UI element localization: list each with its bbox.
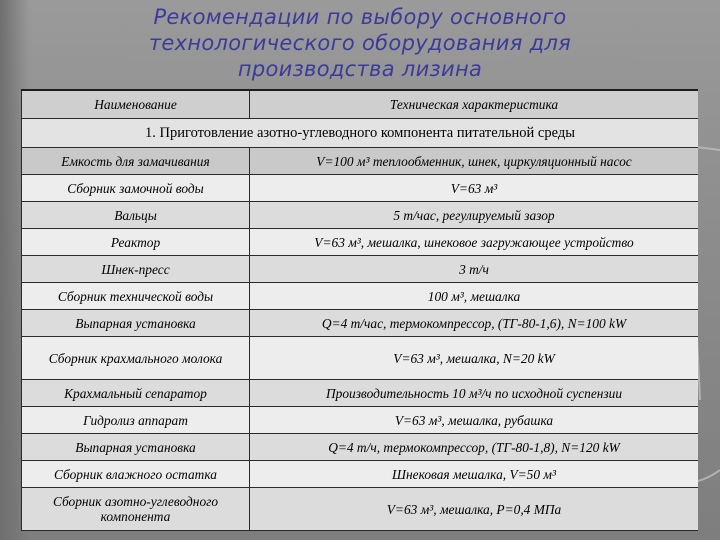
- table-row: [22, 202, 699, 229]
- equipment-spec: V=63 м³: [250, 175, 699, 202]
- equipment-spec: Q=4 т/ч, термокомпрессор, (ТГ-80-1,8), N=120 kW: [250, 434, 699, 461]
- equipment-spec: Шнековая мешалка, V=50 м³: [250, 461, 699, 488]
- header-spec: Техническая характеристика: [250, 90, 699, 119]
- equipment-name: Выпарная установка: [22, 310, 250, 337]
- title-line-2: технологического оборудования для: [148, 31, 572, 55]
- equipment-table: [21, 89, 698, 531]
- table-row: [22, 434, 699, 461]
- equipment-spec: V=63 м³, мешалка, N=20 kW: [250, 337, 699, 380]
- table-header-row: [22, 90, 699, 119]
- equipment-name: Сборник крахмального молока: [22, 337, 250, 380]
- equipment-spec: Производительность 10 м³/ч по исходной суспензии: [250, 380, 699, 407]
- equipment-spec: V=63 м³, мешалка, Р=0,4 МПа: [250, 488, 699, 531]
- title-line-1: Рекомендации по выбору основного: [153, 5, 567, 29]
- header-name: Наименование: [22, 90, 250, 119]
- equipment-name: Вальцы: [22, 202, 250, 229]
- slide-title: [60, 4, 660, 82]
- equipment-name: Емкость для замачивания: [22, 148, 250, 175]
- table-row: [22, 148, 699, 175]
- equipment-spec: V=100 м³ теплообменник, шнек, циркуляционный насос: [250, 148, 699, 175]
- title-line-3: производства лизина: [237, 57, 483, 81]
- equipment-name: Крахмальный сепаратор: [22, 380, 250, 407]
- equipment-spec: 100 м³, мешалка: [250, 283, 699, 310]
- table-row: [22, 461, 699, 488]
- equipment-spec: 5 т/час, регулируемый зазор: [250, 202, 699, 229]
- table-row: [22, 407, 699, 434]
- equipment-spec: Q=4 т/час, термокомпрессор, (ТГ-80-1,6), N=100 kW: [250, 310, 699, 337]
- section-title: 1. Приготовление азотно-углеводного компонента питательной среды: [22, 119, 699, 148]
- table-row: [22, 283, 699, 310]
- equipment-table-container: [21, 89, 698, 540]
- equipment-name: Выпарная установка: [22, 434, 250, 461]
- table-row: [22, 337, 699, 380]
- equipment-name: Реактор: [22, 229, 250, 256]
- equipment-spec: V=63 м³, мешалка, шнековое загружающее устройство: [250, 229, 699, 256]
- equipment-spec: V=63 м³, мешалка, рубашка: [250, 407, 699, 434]
- table-row: [22, 175, 699, 202]
- equipment-name: Сборник замочной воды: [22, 175, 250, 202]
- equipment-name: Гидролиз аппарат: [22, 407, 250, 434]
- table-row: [22, 488, 699, 531]
- equipment-name: Сборник азотно-углеводного компонента: [22, 488, 250, 531]
- section-row: [22, 119, 699, 148]
- equipment-name: Сборник технической воды: [22, 283, 250, 310]
- table-row: [22, 229, 699, 256]
- table-row: [22, 310, 699, 337]
- equipment-name: Шнек-пресс: [22, 256, 250, 283]
- equipment-name: Сборник влажного остатка: [22, 461, 250, 488]
- equipment-spec: 3 т/ч: [250, 256, 699, 283]
- table-row: [22, 380, 699, 407]
- table-row: [22, 256, 699, 283]
